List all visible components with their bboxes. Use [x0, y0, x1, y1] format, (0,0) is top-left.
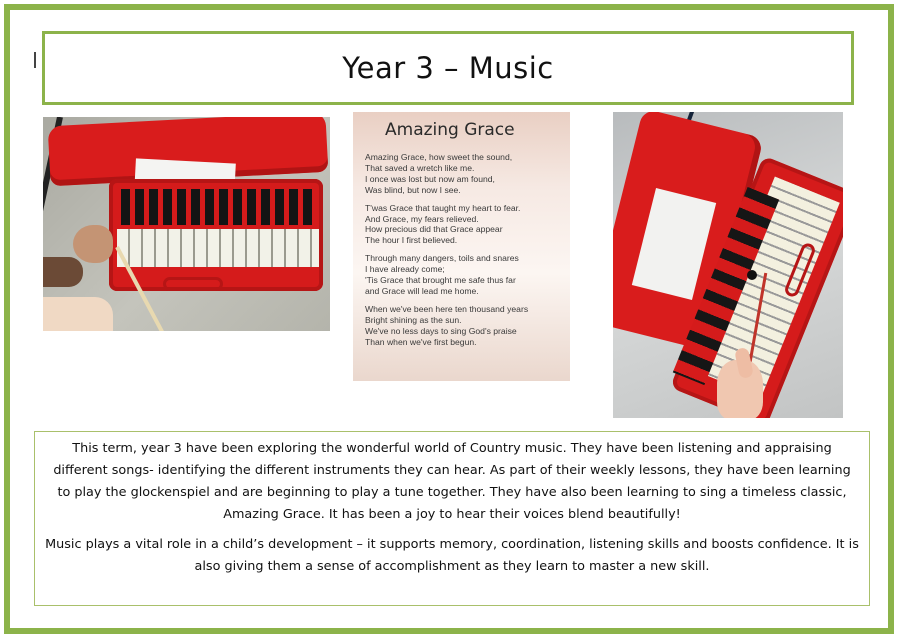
- lyrics-line: I once was lost but now am found,: [365, 173, 495, 184]
- amazing-grace-lyrics-image: [353, 112, 570, 381]
- title-banner: [42, 31, 854, 105]
- child-arm: [43, 257, 83, 287]
- lyrics-title: Amazing Grace: [385, 120, 515, 140]
- lyrics-line: And Grace, my fears relieved.: [365, 213, 479, 224]
- description-box: [34, 431, 870, 606]
- lyrics-line: That saved a wretch like me.: [365, 162, 475, 173]
- lyrics-stanza: [365, 253, 560, 297]
- black-bars: [121, 189, 313, 225]
- lyrics-line: Than when we've first begun.: [365, 336, 477, 347]
- mallet-head: [747, 270, 757, 280]
- lyrics-line: T'was Grace that taught my heart to fear.: [365, 202, 521, 213]
- case-handle: [163, 277, 223, 291]
- white-bars: [117, 229, 319, 267]
- glockenspiel-photo-portrait: [613, 112, 843, 418]
- lyrics-line: How precious did that Grace appear: [365, 224, 503, 235]
- lyrics-stanza: [365, 203, 560, 247]
- lyrics-line: We've no less days to sing God's praise: [365, 325, 517, 336]
- child-hand: [73, 225, 113, 263]
- lyrics-line: Was blind, but now I see.: [365, 184, 461, 195]
- child-sleeve: [43, 297, 113, 331]
- lyrics-line: 'Tis Grace that brought me safe thus far: [365, 275, 516, 286]
- lyrics-line: and Grace will lead me home.: [365, 285, 479, 296]
- lyrics-line: When we've been here ten thousand years: [365, 303, 529, 314]
- page-title: Year 3 – Music: [342, 51, 554, 85]
- lyrics-stanza: [365, 304, 560, 348]
- lyrics-line: I have already come;: [365, 264, 445, 275]
- lyrics-line: Amazing Grace, how sweet the sound,: [365, 152, 513, 162]
- text-cursor-mark: [34, 52, 36, 68]
- lyrics-stanza: [365, 152, 560, 196]
- lyrics-line: Bright shining as the sun.: [365, 314, 462, 325]
- description-paragraph: This term, year 3 have been exploring the wonderful world of Country music. They have been listening and appraising different songs- identifying the different instruments they can hear. As part of their weekly lessons, they have been learning to play the glockenspiel and are beginning to play a tune together. They have also been learning to sing a timeless classic, Amazing Grace. It has been a joy to hear their voices blend beautifully!: [53, 441, 851, 522]
- glockenspiel-photo-landscape: [43, 117, 330, 331]
- lyrics-line: The hour I first believed.: [365, 235, 458, 246]
- lyrics-line: Through many dangers, toils and snares: [365, 253, 519, 264]
- description-paragraph: Music plays a vital role in a child’s development – it supports memory, coordination, listening skills and boosts confidence. It is also giving them a sense of accomplishment as they learn to master a new skill.: [45, 537, 859, 574]
